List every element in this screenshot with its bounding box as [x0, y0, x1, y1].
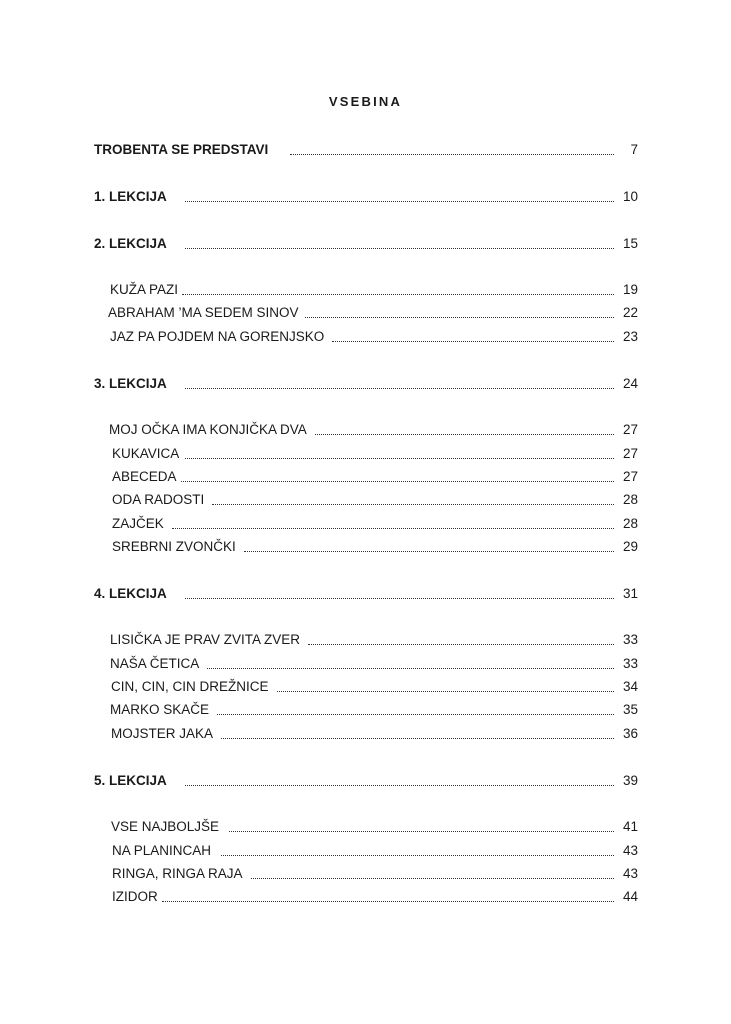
toc-entry-page: 24 [622, 376, 638, 391]
toc-entry-title: 5. LEKCIJA [94, 773, 167, 788]
toc-entry-song[interactable] [112, 841, 638, 859]
toc-entry-song[interactable] [109, 420, 638, 438]
dot-leader [185, 388, 614, 389]
toc-entry-lesson-1[interactable] [94, 187, 638, 205]
toc-entry-song[interactable] [112, 514, 638, 532]
toc-entry-page: 34 [622, 679, 638, 694]
toc-entry-title: MOJSTER JAKA [111, 726, 214, 741]
toc-entry-title: 3. LEKCIJA [94, 376, 167, 391]
toc-entry-page: 27 [622, 469, 638, 484]
dot-leader [212, 504, 614, 505]
toc-entry-page: 33 [622, 632, 638, 647]
dot-leader [332, 341, 614, 342]
toc-entry-title: ODA RADOSTI [112, 492, 205, 507]
toc-entry-song[interactable] [112, 887, 638, 905]
toc-entry-song[interactable] [111, 724, 638, 742]
toc-entry-title: CIN, CIN, CIN DREŽNICE [111, 679, 269, 694]
toc-entry-page: 28 [622, 492, 638, 507]
toc-entry-title: TROBENTA SE PREDSTAVI [94, 142, 269, 157]
toc-entry-song[interactable] [110, 630, 638, 648]
toc-entry-song[interactable] [111, 817, 638, 835]
dot-leader [207, 668, 614, 669]
toc-entry-title: SREBRNI ZVONČKI [112, 539, 236, 554]
dot-leader [221, 855, 614, 856]
toc-entry-page: 44 [622, 889, 638, 904]
dot-leader [185, 785, 614, 786]
dot-leader [315, 434, 614, 435]
toc-entry-song[interactable] [110, 327, 638, 345]
toc-entry-page: 22 [622, 305, 638, 320]
dot-leader [172, 528, 614, 529]
toc-entry-title: ABRAHAM ’MA SEDEM SINOV [108, 305, 299, 320]
dot-leader [277, 691, 614, 692]
toc-entry-page: 35 [622, 702, 638, 717]
toc-entry-title: MOJ OČKA IMA KONJIČKA DVA [109, 422, 307, 437]
toc-entry-song[interactable] [110, 654, 638, 672]
dot-leader [305, 317, 614, 318]
toc-entry-song[interactable] [110, 280, 638, 298]
toc-entry-page: 27 [622, 422, 638, 437]
toc-entry-page: 43 [622, 843, 638, 858]
toc-entry-page: 7 [630, 142, 638, 157]
dot-leader [221, 738, 614, 739]
dot-leader [251, 878, 614, 879]
toc-entry-lesson-5[interactable] [94, 771, 638, 789]
toc-entry-title: ABECEDA [112, 469, 177, 484]
toc-entry-title: KUKAVICA [112, 446, 180, 461]
toc-entry-title: RINGA, RINGA RAJA [112, 866, 243, 881]
page-title: VSEBINA [328, 94, 403, 109]
toc-entry-lesson-3[interactable] [94, 374, 638, 392]
toc-entry-page: 36 [622, 726, 638, 741]
toc-entry-page: 10 [622, 189, 638, 204]
toc-entry-title: ZAJČEK [112, 516, 164, 531]
toc-entry-title: NA PLANINCAH [112, 843, 212, 858]
toc-entry-title: MARKO SKAČE [110, 702, 210, 717]
toc-entry-song[interactable] [108, 303, 638, 321]
dot-leader [181, 481, 614, 482]
dot-leader [162, 901, 614, 902]
toc-entry-lesson-4[interactable] [94, 584, 638, 602]
toc-entry-title: LISIČKA JE PRAV ZVITA ZVER [110, 632, 301, 647]
toc-entry-page: 27 [622, 446, 638, 461]
dot-leader [290, 154, 614, 155]
toc-entry-page: 15 [622, 236, 638, 251]
toc-entry-lesson-2[interactable] [94, 234, 638, 252]
dot-leader [185, 458, 614, 459]
toc-entry-title: IZIDOR [112, 889, 158, 904]
toc-entry-song[interactable] [112, 537, 638, 555]
dot-leader [244, 551, 614, 552]
toc-entry-title: 1. LEKCIJA [94, 189, 167, 204]
toc-entry-page: 31 [622, 586, 638, 601]
dot-leader [185, 248, 614, 249]
toc-entry-page: 33 [622, 656, 638, 671]
toc-entry-song[interactable] [112, 444, 638, 462]
toc-entry-page: 29 [622, 539, 638, 554]
dot-leader [229, 831, 614, 832]
toc-entry-song[interactable] [111, 677, 638, 695]
toc-entry-page: 39 [622, 773, 638, 788]
toc-entry-title: 4. LEKCIJA [94, 586, 167, 601]
toc-entry-title: NAŠA ČETICA [110, 656, 200, 671]
toc-entry-song[interactable] [112, 864, 638, 882]
toc-entry-title: JAZ PA POJDEM NA GORENJSKO [110, 329, 325, 344]
toc-entry-title: 2. LEKCIJA [94, 236, 167, 251]
dot-leader [185, 598, 614, 599]
toc-entry-page: 41 [622, 819, 638, 834]
dot-leader [182, 294, 614, 295]
dot-leader [185, 201, 614, 202]
toc-entry-song[interactable] [112, 467, 638, 485]
toc-entry-title: VSE NAJBOLJŠE [111, 819, 220, 834]
toc-entry-page: 43 [622, 866, 638, 881]
toc-entry-song[interactable] [110, 700, 638, 718]
toc-entry-page: 19 [622, 282, 638, 297]
toc-entry-title: KUŽA PAZI [110, 282, 179, 297]
toc-entry-song[interactable] [112, 490, 638, 508]
toc-entry-page: 23 [622, 329, 638, 344]
dot-leader [217, 714, 614, 715]
dot-leader [308, 644, 614, 645]
toc-entry-intro[interactable] [94, 140, 638, 158]
toc-entry-page: 28 [622, 516, 638, 531]
